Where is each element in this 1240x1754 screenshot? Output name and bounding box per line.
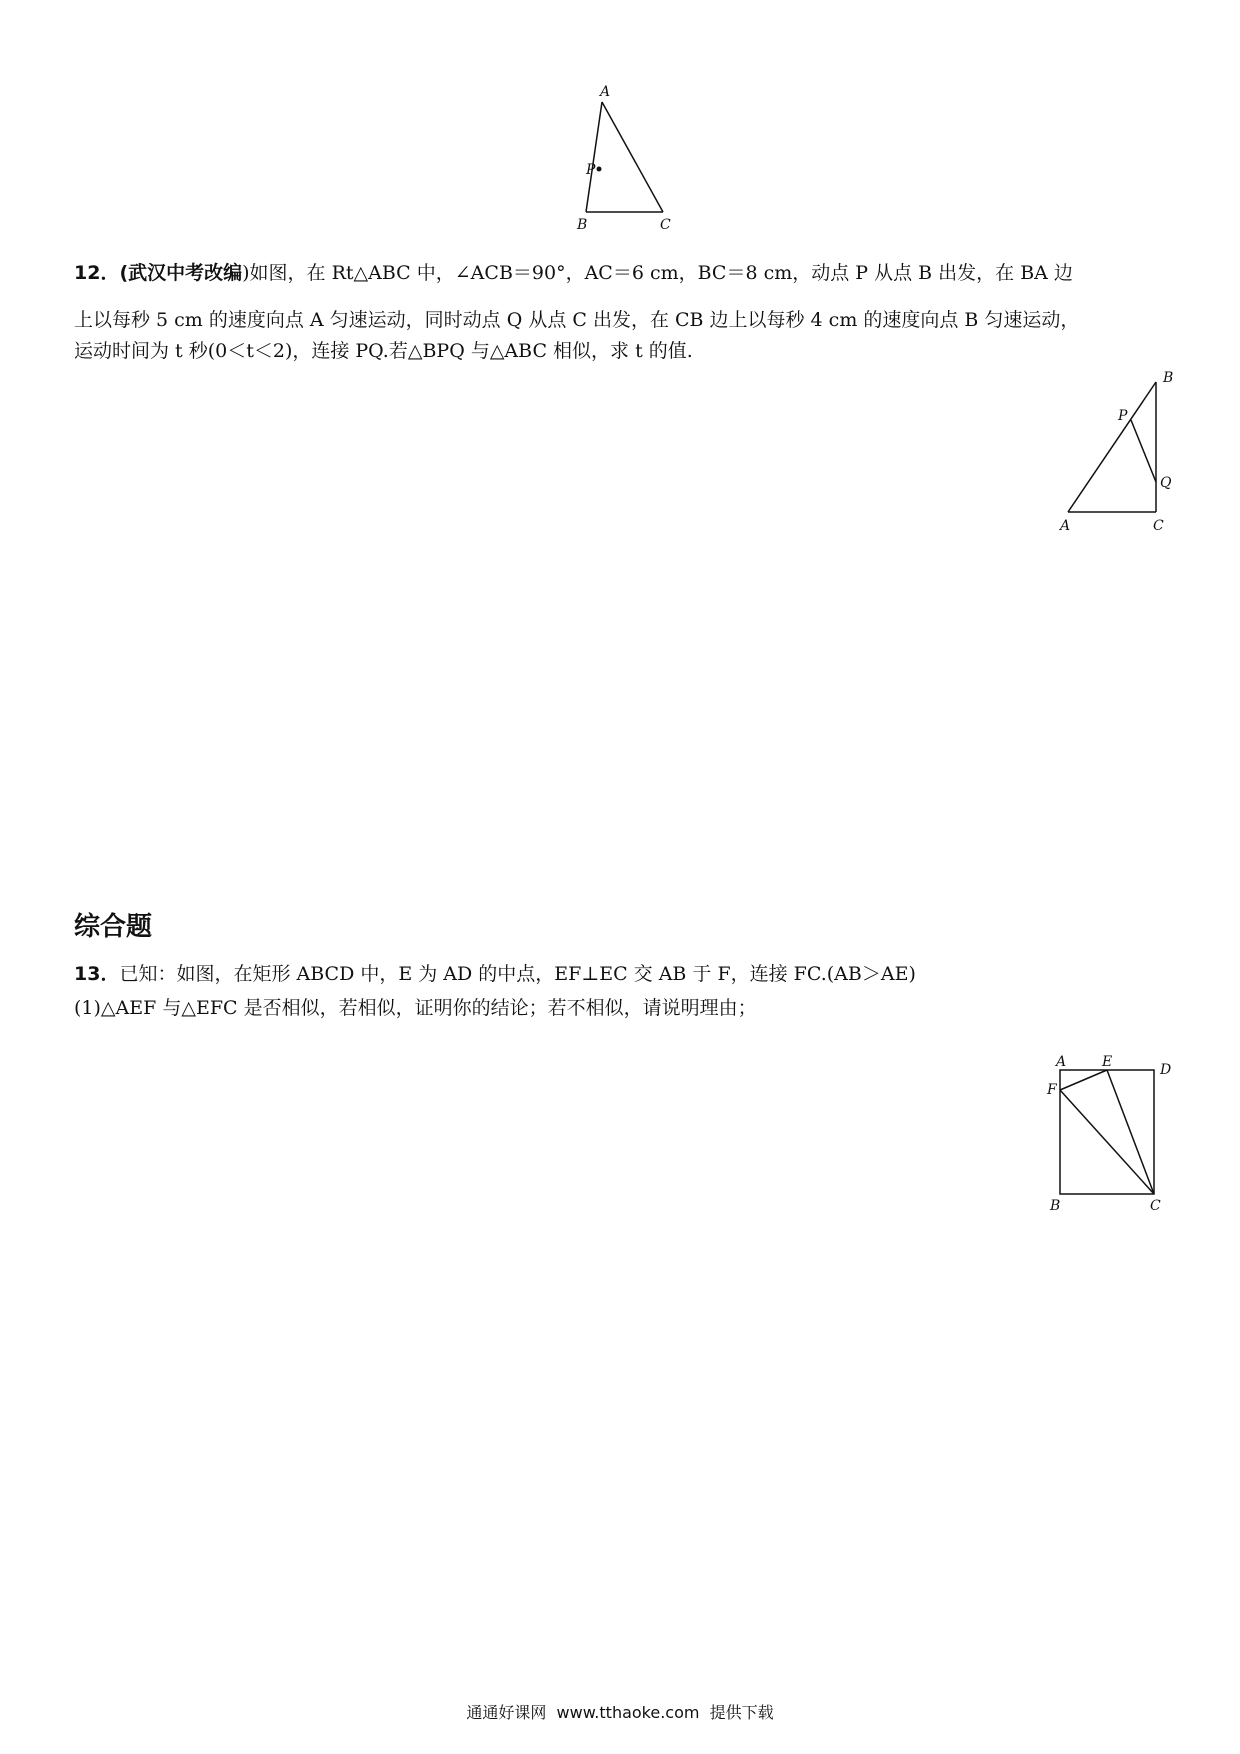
label-a: A	[1060, 518, 1071, 534]
segment-ab	[586, 102, 602, 212]
label-f: F	[1047, 1082, 1057, 1098]
question-12-line-1	[74, 258, 1073, 288]
label-c: C	[1153, 518, 1164, 534]
segment-ec	[1107, 1070, 1154, 1194]
point-p-dot	[597, 167, 602, 172]
question-12-line-3: 运动时间为 t 秒(0＜t＜2)，连接 PQ.若△BPQ 与△ABC 相似，求 t 的值.	[74, 340, 693, 362]
question-text: )如图，在 Rt△ABC 中，∠ACB＝90°，AC＝6 cm，BC＝8 cm，动点 P 从点 B 出发，在 BA 边	[242, 262, 1073, 284]
question-number: 12．	[74, 262, 120, 284]
label-d: D	[1160, 1062, 1172, 1078]
label-p: P	[586, 162, 596, 178]
question-number: 13．	[74, 963, 120, 985]
question-12-line-2: 上以每秒 5 cm 的速度向点 A 匀速运动，同时动点 Q 从点 C 出发，在 CB 边上以每秒 4 cm 的速度向点 B 匀速运动，	[74, 309, 1080, 331]
label-c: C	[660, 217, 671, 233]
footer-text: 通通好课网 www.tthaoke.com 提供下载	[466, 1703, 774, 1722]
section-title: 综合题	[74, 912, 153, 942]
segment-fc	[1060, 1090, 1154, 1194]
right-triangle-figure	[1050, 370, 1190, 540]
question-source: (武汉中考改编	[119, 262, 243, 284]
segment-pq	[1131, 420, 1156, 482]
label-b: B	[577, 217, 588, 233]
label-b: B	[1050, 1198, 1061, 1214]
label-c: C	[1150, 1198, 1161, 1214]
label-a: A	[1056, 1054, 1067, 1070]
segment-ab	[1068, 382, 1156, 512]
rectangle-abcd	[1060, 1070, 1154, 1194]
question-text: 已知：如图，在矩形 ABCD 中，E 为 AD 的中点，EF⊥EC 交 AB 于 F，连接 FC.(AB＞AE)	[119, 963, 916, 985]
question-13-line-1	[74, 959, 916, 989]
label-a: A	[600, 84, 611, 100]
label-p: P	[1118, 408, 1128, 424]
rectangle-figure	[1040, 1050, 1180, 1220]
label-e: E	[1102, 1054, 1113, 1070]
segment-ef	[1060, 1070, 1107, 1090]
label-q: Q	[1160, 475, 1172, 491]
segment-ac	[602, 102, 663, 212]
label-b: B	[1163, 370, 1174, 386]
question-13-line-2: (1)△AEF 与△EFC 是否相似，若相似，证明你的结论；若不相似，请说明理由；	[74, 997, 757, 1019]
triangle-figure-top	[560, 80, 680, 240]
